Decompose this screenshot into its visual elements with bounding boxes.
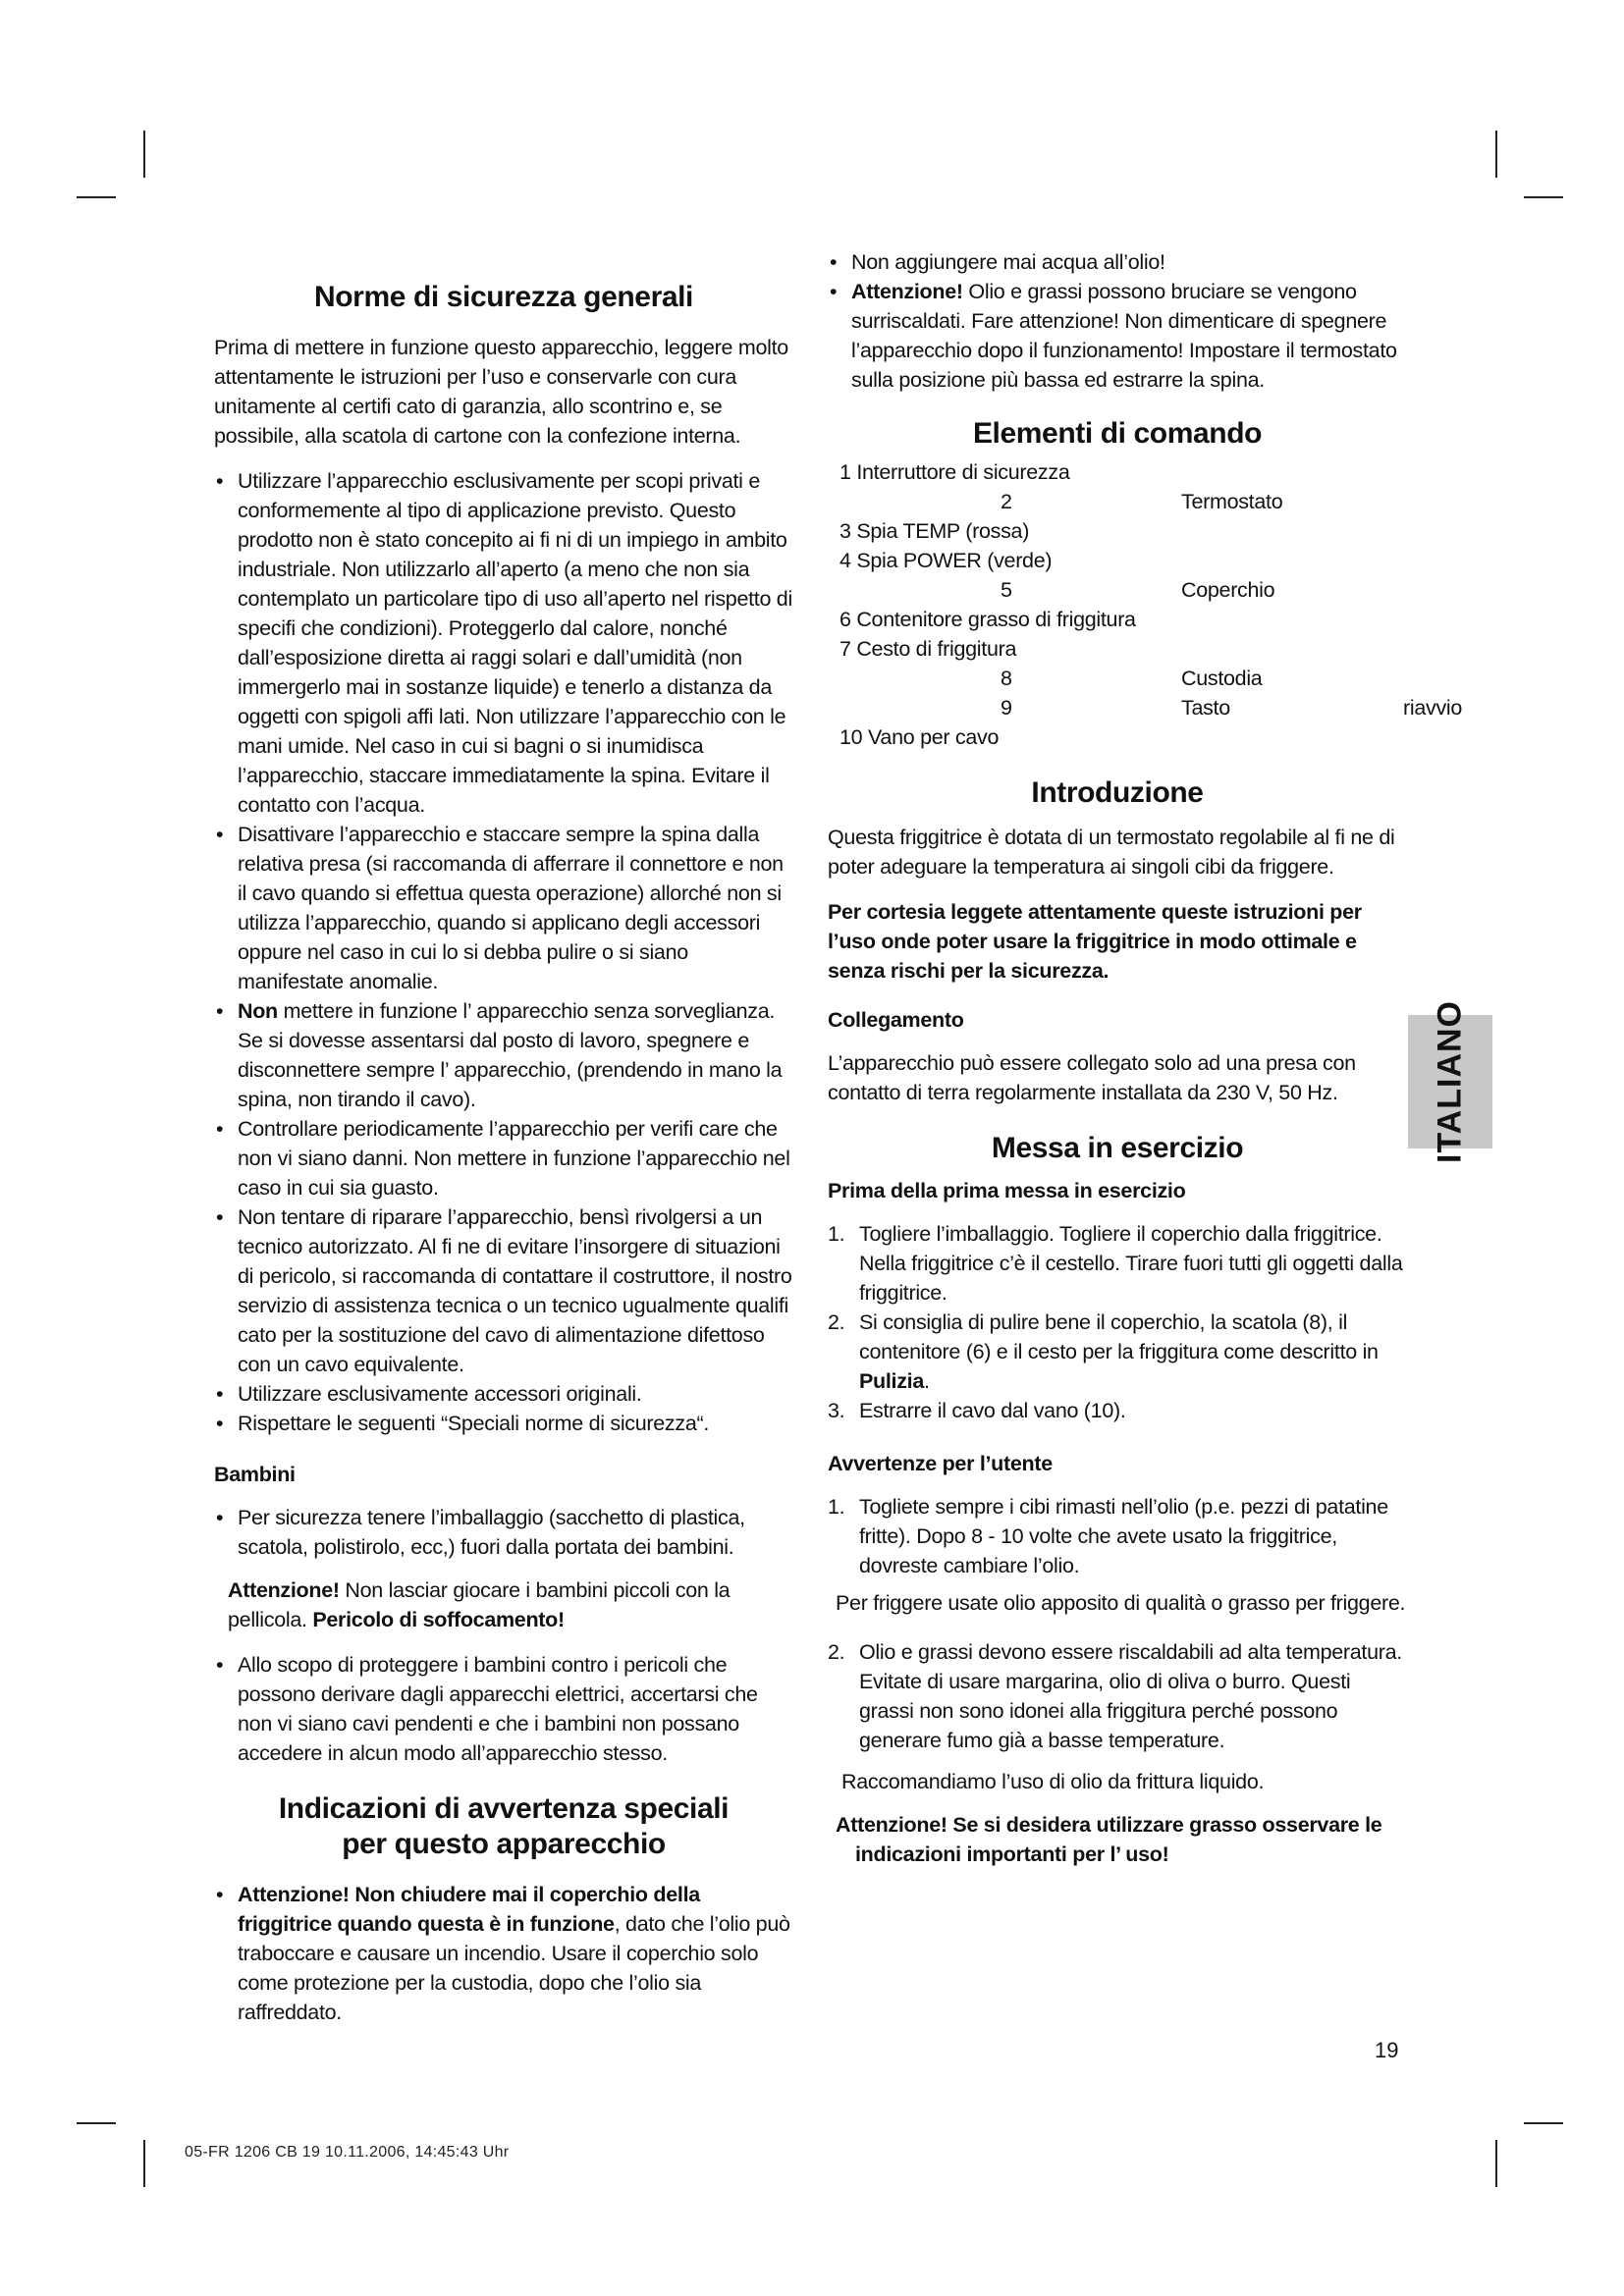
first-use-list — [828, 1219, 1407, 1425]
user-notes-list-2 — [828, 1637, 1407, 1755]
heading-connection: Collegamento — [828, 1008, 964, 1032]
list-item: • Utilizzare esclusivamente accessori originali. — [214, 1379, 793, 1409]
left-column — [214, 280, 793, 2041]
user-note-paragraph: Per friggere usate olio apposito di qualità o grasso per friggere. — [836, 1591, 1406, 1615]
list-item: 3. Estrarre il cavo dal vano (10). — [828, 1399, 1126, 1422]
list-item: • Non tentare di riparare l’apparecchio, bensì rivolgersi a un tecnico autorizzato. Al fi ne di evitare l’insorgere di situazioni di pericolo, si raccomanda di contattare il costruttore, il nostro servizio di assistenza tecnica o un tecnico ugualmente qualifi cato per la sostituzione del cavo di alimentazione difettoso con un cavo equivalente. — [214, 1202, 793, 1379]
heading-user-notes: Avvertenze per l’utente — [828, 1452, 1053, 1475]
list-item: • Attenzione! Olio e grassi possono bruciare se vengono surriscaldati. Fare attenzione! Non dimenticare di spegnere l’apparecchio dopo il funzionamento! Impostare il termostato sulla posizione più bassa ed estrarre la spina. — [828, 277, 1407, 395]
list-item: • Allo scopo di proteggere i bambini contro i pericoli che possono derivare dagli apparecchi elettrici, accertarsi che non vi siano cavi pendenti e che i bambini non possano accedere in alcun modo all’apparecchio stesso. — [214, 1650, 793, 1768]
crop-mark — [143, 2140, 145, 2187]
list-item: • Disattivare l’apparecchio e staccare sempre la spina dalla relativa presa (si raccomanda di afferrare il connettore e non il cavo quando si effettua questa operazione) allorché non si utilizza l’apparecchio, quando si applicano degli accessori oppure nel caso in cui lo si debba pulire o si siano manifestate anomalie. — [214, 820, 793, 996]
children-warning: Attenzione! Non lasciar giocare i bambini piccoli con la pellicola. Pericolo di soffocamento! — [228, 1578, 731, 1631]
list-item: • Non aggiungere mai acqua all’olio! — [828, 247, 1407, 277]
control-item: 10 Vano per cavo — [839, 725, 1000, 749]
heading-special-warnings: Indicazioni di avvertenza speciali per questo apparecchio — [278, 1792, 730, 1860]
list-item: • Non mettere in funzione l’ apparecchio senza sorveglianza. Se si dovesse assentarsi dal posto di lavoro, spegnere e disconnettere sempre l’ apparecchio, (prendendo in mano la spina, non tirando il cavo). — [214, 996, 793, 1114]
heading-controls: Elementi di comando — [972, 417, 1263, 450]
control-item: 3 Spia TEMP (rossa) — [839, 519, 1030, 543]
print-imprint: 05-FR 1206 CB 19 10.11.2006, 14:45:43 Uhr — [185, 2144, 510, 2161]
heading-general-safety: Norme di sicurezza generali — [313, 281, 693, 313]
list-item: 2. Olio e grassi devono essere riscaldabili ad alta temperatura. Evitate di usare margarina, olio di oliva o burro. Questi grassi non sono idonei alla friggitura perché possono generare fumo già a basse temperature. — [828, 1640, 1402, 1752]
crop-mark — [1495, 2140, 1497, 2187]
intro-bold-paragraph: Per cortesia leggete attentamente queste istruzioni per l’uso onde poter usare la friggitrice in modo ottimale e senza rischi per la sicurezza. — [828, 900, 1362, 983]
control-item: 4 Spia POWER (verde) — [839, 549, 1053, 572]
crop-mark — [1524, 2122, 1563, 2124]
intro-paragraph: Prima di mettere in funzione questo apparecchio, leggere molto attentamente le istruzioni per l’uso e conservarle con cura unitamente al certifi cato di garanzia, allo scontrino e, se possibile, alla scatola di cartone con la confezione interna. — [214, 336, 788, 448]
connection-paragraph: L’apparecchio può essere collegato solo ad una presa con contatto di terra regolarmente installata da 230 V, 50 Hz. — [828, 1051, 1356, 1104]
control-item: 6 Contenitore grasso di friggitura — [839, 608, 1136, 631]
warning-list — [828, 247, 1407, 395]
crop-mark — [143, 131, 145, 178]
language-tab — [1408, 999, 1492, 1164]
heading-children: Bambini — [214, 1463, 296, 1486]
list-item: 1. Togliere l’imballaggio. Togliere il coperchio dalla friggitrice. Nella friggitrice c’è il cestello. Tirare fuori tutti gli oggetti dalla friggitrice. — [828, 1222, 1403, 1305]
list-item: 1. Togliete sempre i cibi rimasti nell’olio (p.e. pezzi di patatine fritte). Dopo 8 - 10 volte che avete usato la friggitrice, dovreste cambiare l’olio. — [828, 1495, 1388, 1577]
page-number: 19 — [1375, 2038, 1399, 2062]
list-item: • Utilizzare l’apparecchio esclusivamente per scopi privati e conformemente al tipo di applicazione previsto. Questo prodotto non è stato concepito ai fi ni di un impiego in ambito industriale. Non utilizzarlo all’aperto (a meno che non sia contemplato un particolare tipo di uso all’aperto nel rispetto di specifi che condizioni). Proteggerlo dal calore, nonché dall’esposizione diretta ai raggi solari e dall’umidità (non immergerlo mai in sostanze liquide) e tenerlo a distanza da oggetti con spigoli affi lati. Non utilizzare l’apparecchio con le mani umide. Nel caso in cui si bagni o si inumidisca l’apparecchio, staccare immediatamente la spina. Evitare il contatto con l’acqua. — [214, 466, 793, 820]
heading-first-use: Prima della prima messa in esercizio — [828, 1179, 1186, 1202]
user-note-recommendation: Raccomandiamo l’uso di olio da frittura liquido. — [841, 1770, 1265, 1793]
controls-list — [828, 457, 1463, 752]
children-list-2 — [214, 1650, 793, 1768]
control-item: 7 Cesto di friggitura — [839, 637, 1017, 661]
control-item: 8 Custodia — [1001, 667, 1263, 690]
list-item: 2. Si consiglia di pulire bene il coperchio, la scatola (8), il contenitore (6) e il cesto per la friggitura come descritto in Pulizia. — [828, 1310, 1379, 1393]
list-item: • Controllare periodicamente l’apparecchio per verifi care che non vi siano danni. Non mettere in funzione l’apparecchio nel caso in cui sia guasto. — [214, 1114, 793, 1202]
control-item: 5 Coperchio — [1001, 578, 1275, 602]
heading-introduction: Introduzione — [1031, 776, 1204, 809]
control-item: 1 Interruttore di sicurezza — [839, 460, 1070, 484]
list-item: • Attenzione! Non chiudere mai il coperchio della friggitrice quando questa è in funzione, dato che l’olio può traboccare e causare un incendio. Usare il coperchio solo come protezione per la custodia, dopo che l’olio sia raffreddato. — [214, 1880, 793, 2027]
control-item: 2 Termostato — [1001, 490, 1283, 513]
language-tab-label: ITALIANO — [1431, 999, 1469, 1164]
safety-list — [214, 466, 793, 1438]
crop-mark — [77, 2122, 116, 2124]
children-list — [214, 1503, 793, 1562]
crop-mark — [1495, 131, 1497, 178]
intro-paragraph-right: Questa friggitrice è dotata di un termostato regolabile al fi ne di poter adeguare la temperatura ai singoli cibi da friggere. — [828, 826, 1395, 879]
list-item: • Per sicurezza tenere l’imballaggio (sacchetto di plastica, scatola, polistirolo, ecc,) fuori dalla portata dei bambini. — [214, 1503, 793, 1562]
crop-mark — [77, 196, 116, 198]
list-item: • Rispettare le seguenti “Speciali norme di sicurezza“. — [214, 1409, 793, 1438]
special-list — [214, 1880, 793, 2027]
heading-start-up: Messa in esercizio — [991, 1132, 1244, 1164]
control-item: 9 Tasto riavvio — [1001, 696, 1463, 720]
user-notes-list — [828, 1492, 1407, 1580]
user-note-warning: Attenzione! Se si desidera utilizzare grasso osservare le indicazioni importanti per l’ uso! — [836, 1813, 1382, 1866]
crop-mark — [1524, 196, 1563, 198]
